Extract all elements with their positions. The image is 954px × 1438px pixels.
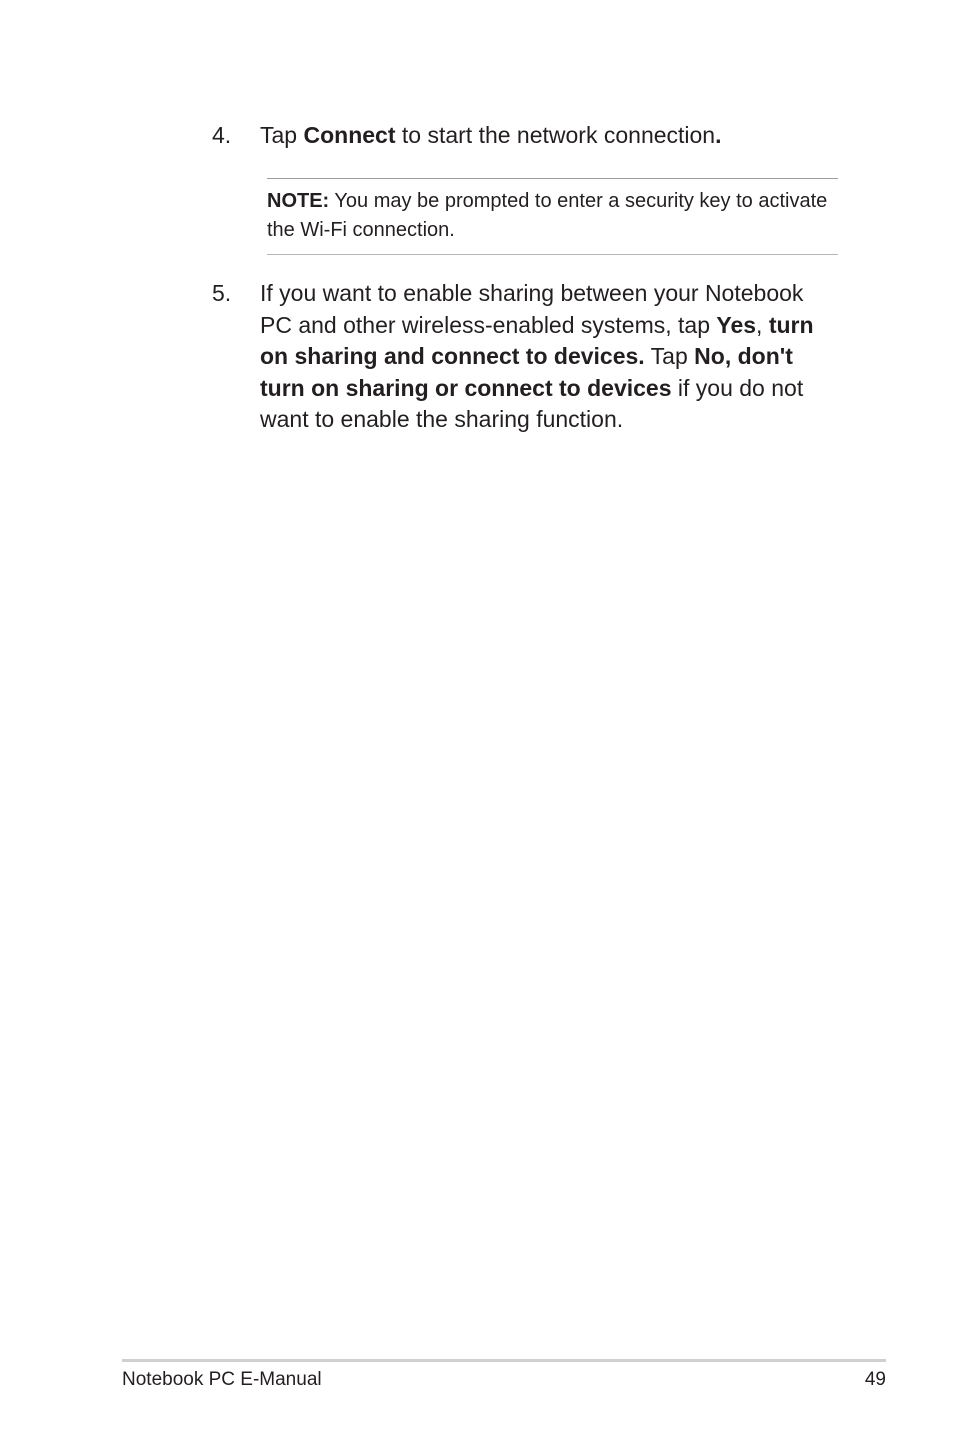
- step-text-part: .: [715, 122, 722, 148]
- footer-title: Notebook PC E-Manual: [122, 1369, 322, 1390]
- step-5: [212, 278, 838, 436]
- no-sharing-emphasis: No, don't turn on sharing or connect to devices: [260, 343, 793, 401]
- step-text-part: to start the network connection: [395, 122, 716, 148]
- step-text: [260, 278, 838, 436]
- yes-emphasis: Yes: [716, 311, 757, 338]
- step-text-part: Tap: [260, 122, 304, 148]
- note-label: NOTE:: [267, 190, 330, 212]
- connect-emphasis: Connect: [303, 122, 396, 148]
- step-number: 4.: [212, 122, 232, 148]
- turn-on-sharing-emphasis: turn on sharing and connect to devices.: [260, 311, 814, 370]
- step-number: 5.: [212, 280, 232, 306]
- note-text: You may be prompted to enter a security key to activate the Wi-Fi connection.: [267, 190, 828, 241]
- step-text-part: If you want to enable sharing between your Notebook PC and other wireless-enabled systems, tap: [260, 280, 804, 338]
- page-number: 49: [864, 1369, 886, 1390]
- step-4: [212, 120, 838, 152]
- note-box: [267, 178, 838, 255]
- step-text: [260, 120, 838, 152]
- step-text-part: Tap: [644, 343, 695, 370]
- footer-divider: [122, 1359, 886, 1362]
- step-text-part: if you do not want to enable the sharing function.: [260, 374, 804, 433]
- step-text-part: ,: [756, 311, 769, 338]
